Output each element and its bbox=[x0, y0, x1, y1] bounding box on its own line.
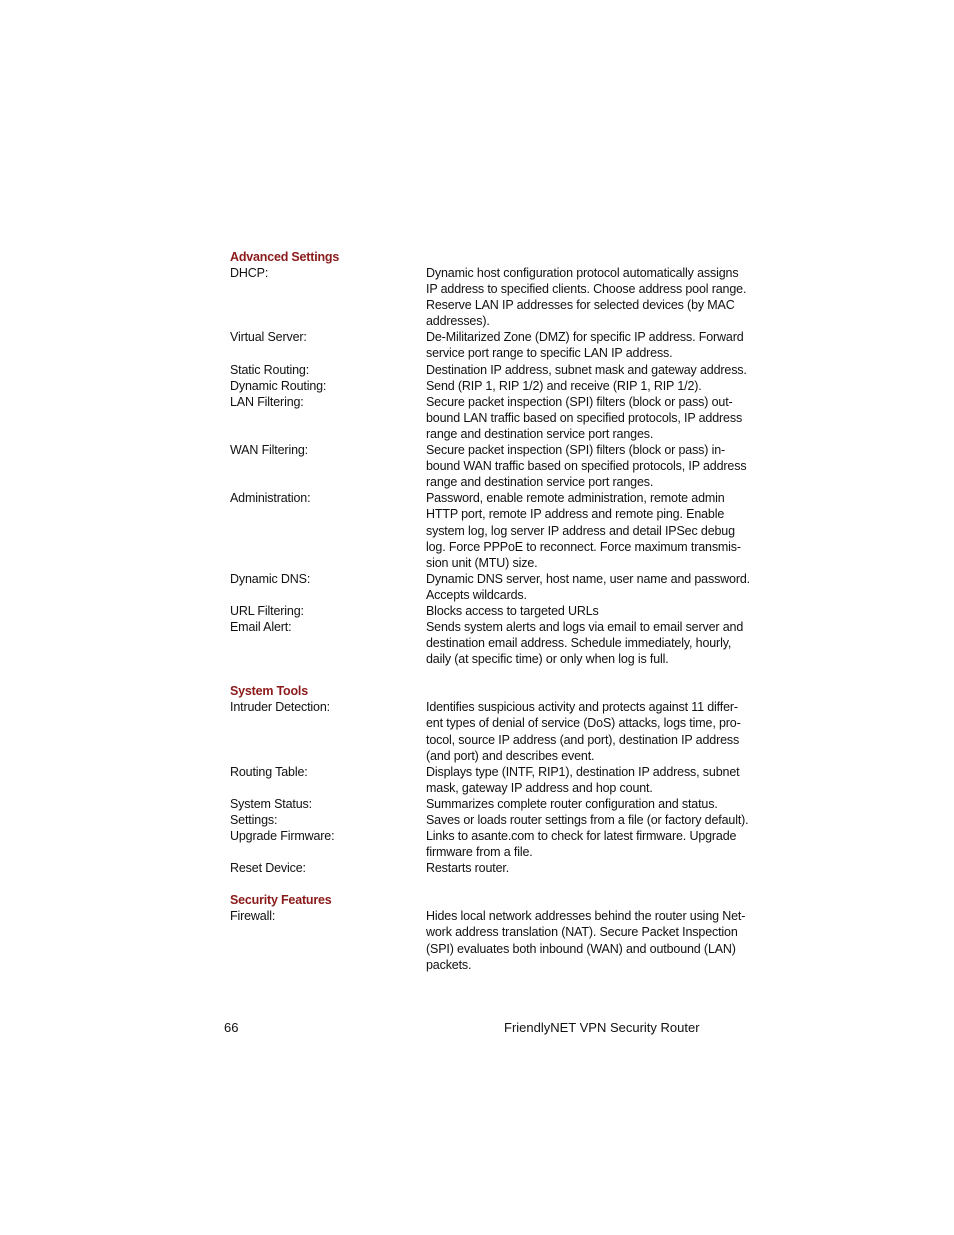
spec-term: Settings: bbox=[230, 813, 278, 827]
page-number: 66 bbox=[224, 1020, 239, 1035]
spec-row bbox=[230, 860, 750, 876]
spec-description bbox=[426, 860, 744, 876]
description-line: Blocks access to targeted URLs bbox=[426, 603, 599, 618]
spec-row bbox=[230, 603, 750, 619]
spec-content bbox=[230, 249, 750, 989]
description-line: Reserve LAN IP addresses for selected devices (by MAC bbox=[426, 298, 735, 313]
description-line: De-Militarized Zone (DMZ) for specific IP address. Forward bbox=[426, 330, 744, 345]
description-line: Secure packet inspection (SPI) filters (block or pass) out- bbox=[426, 394, 733, 409]
description-line: IP address to specified clients. Choose address pool range. bbox=[426, 282, 747, 297]
description-line: Dynamic DNS server, host name, user name and password. bbox=[426, 571, 750, 586]
spec-description bbox=[426, 394, 744, 442]
section bbox=[230, 892, 750, 972]
description-line: Destination IP address, subnet mask and gateway address. bbox=[426, 362, 747, 377]
description-line: mask, gateway IP address and hop count. bbox=[426, 780, 653, 795]
spec-row bbox=[230, 362, 750, 378]
description-line: Password, enable remote administration, remote admin bbox=[426, 491, 725, 506]
spec-term: Intruder Detection: bbox=[230, 700, 330, 715]
spec-description bbox=[426, 619, 744, 667]
description-line: HTTP port, remote IP address and remote ping. Enable bbox=[426, 507, 725, 522]
description-line: Accepts wildcards. bbox=[426, 587, 527, 602]
spec-row bbox=[230, 796, 750, 812]
description-line: service port range to specific LAN IP address. bbox=[426, 346, 673, 361]
spec-row bbox=[230, 442, 750, 490]
description-line: packets. bbox=[426, 957, 472, 972]
spec-term: Dynamic DNS: bbox=[230, 571, 311, 586]
spec-description bbox=[426, 908, 744, 972]
description-line: work address translation (NAT). Secure Packet Inspection bbox=[426, 925, 738, 940]
spec-row bbox=[230, 490, 750, 570]
spec-description bbox=[426, 442, 747, 490]
spec-term: WAN Filtering: bbox=[230, 443, 309, 458]
spec-description bbox=[426, 362, 747, 378]
section-title: Security Features bbox=[230, 893, 332, 908]
description-line: bound WAN traffic based on specified protocols, IP address bbox=[426, 459, 747, 474]
description-line: range and destination service port ranges. bbox=[426, 475, 654, 490]
section bbox=[230, 683, 750, 876]
description-line: (SPI) evaluates both inbound (WAN) and outbound (LAN) bbox=[426, 941, 736, 956]
spec-row bbox=[230, 378, 750, 394]
spec-description bbox=[426, 796, 744, 812]
spec-description bbox=[426, 764, 744, 796]
description-line: Displays type (INTF, RIP1), destination IP address, subnet bbox=[426, 764, 740, 779]
description-line: Dynamic host configuration protocol automatically assigns bbox=[426, 266, 739, 280]
spec-term: Reset Device: bbox=[230, 861, 306, 876]
spec-row bbox=[230, 828, 750, 860]
spec-row bbox=[230, 329, 750, 361]
description-line: range and destination service port ranges. bbox=[426, 426, 654, 441]
spec-term: URL Filtering: bbox=[230, 603, 304, 618]
description-line: daily (at specific time) or only when log is full. bbox=[426, 652, 669, 667]
description-line: Links to asante.com to check for latest firmware. Upgrade bbox=[426, 829, 737, 844]
spec-term: System Status: bbox=[230, 796, 312, 811]
description-line: Secure packet inspection (SPI) filters (block or pass) in- bbox=[426, 443, 726, 458]
section-title: System Tools bbox=[230, 684, 308, 699]
spec-description bbox=[426, 329, 744, 361]
spec-term: LAN Filtering: bbox=[230, 394, 304, 409]
spec-term: DHCP: bbox=[230, 266, 269, 280]
spec-description bbox=[426, 490, 744, 570]
description-line: ent types of denial of service (DoS) attacks, logs time, pro- bbox=[426, 716, 741, 731]
section-title: Advanced Settings bbox=[230, 250, 340, 264]
description-line: Sends system alerts and logs via email to email server and bbox=[426, 620, 744, 635]
description-line: tocol, source IP address (and port), destination IP address bbox=[426, 732, 740, 747]
footer-title: FriendlyNET VPN Security Router bbox=[504, 1020, 700, 1035]
spec-description bbox=[426, 571, 750, 603]
description-line: system log, log server IP address and detail IPSec debug bbox=[426, 523, 735, 538]
spec-term: Email Alert: bbox=[230, 620, 292, 635]
spec-term: Administration: bbox=[230, 491, 311, 506]
description-line: Summarizes complete router configuration and status. bbox=[426, 796, 718, 811]
spec-row bbox=[230, 619, 750, 667]
spec-row bbox=[230, 571, 750, 603]
spec-term: Upgrade Firmware: bbox=[230, 829, 335, 844]
spec-row bbox=[230, 394, 750, 442]
section bbox=[230, 249, 750, 667]
spec-term: Firewall: bbox=[230, 909, 276, 924]
spec-row bbox=[230, 908, 750, 972]
spec-description bbox=[426, 812, 749, 828]
spec-term: Dynamic Routing: bbox=[230, 378, 327, 393]
description-line: Send (RIP 1, RIP 1/2) and receive (RIP 1, RIP 1/2). bbox=[426, 378, 702, 393]
description-line: Restarts router. bbox=[426, 861, 510, 876]
spec-term: Virtual Server: bbox=[230, 330, 307, 345]
description-line: addresses). bbox=[426, 314, 490, 329]
spec-description bbox=[426, 603, 744, 619]
description-line: firmware from a file. bbox=[426, 845, 533, 860]
spec-row bbox=[230, 265, 750, 329]
spec-description bbox=[426, 378, 744, 394]
spec-term: Static Routing: bbox=[230, 362, 310, 377]
description-line: destination email address. Schedule immediately, hourly, bbox=[426, 636, 732, 651]
description-line: Identifies suspicious activity and protects against 11 differ- bbox=[426, 700, 738, 715]
description-line: Hides local network addresses behind the router using Net- bbox=[426, 909, 746, 924]
description-line: bound LAN traffic based on specified protocols, IP address bbox=[426, 410, 743, 425]
description-line: Saves or loads router settings from a file (or factory default). bbox=[426, 813, 749, 827]
description-line: log. Force PPPoE to reconnect. Force maximum transmis- bbox=[426, 539, 741, 554]
spec-row bbox=[230, 812, 750, 828]
spec-row bbox=[230, 699, 750, 763]
spec-term: Routing Table: bbox=[230, 764, 308, 779]
spec-description bbox=[426, 828, 744, 860]
description-line: (and port) and describes event. bbox=[426, 748, 595, 763]
spec-description bbox=[426, 699, 744, 763]
spec-row bbox=[230, 764, 750, 796]
spec-description bbox=[426, 265, 747, 329]
description-line: sion unit (MTU) size. bbox=[426, 555, 538, 570]
